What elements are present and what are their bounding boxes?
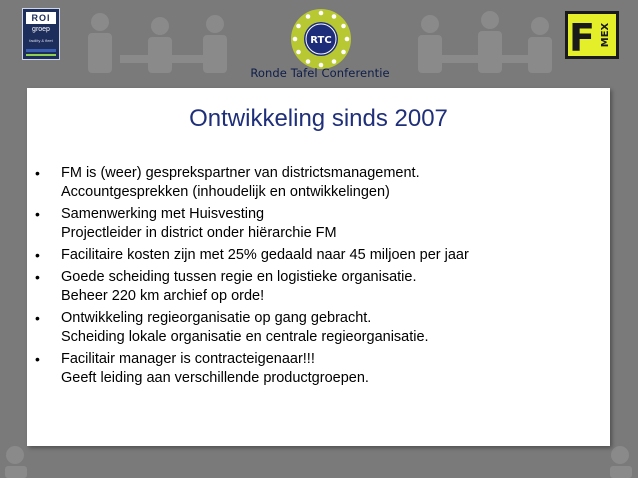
fmex-logo-sub: MEX: [600, 22, 611, 48]
slide-header: [0, 0, 638, 88]
bullet-dot: •: [35, 351, 40, 367]
bullet-line: Accountgesprekken (inhoudelijk en ontwikkelingen): [61, 184, 390, 200]
fmex-logo-letter: F: [569, 16, 595, 59]
slide-content-panel: [27, 88, 610, 446]
rtc-logo-text: RTC: [310, 35, 332, 46]
bullet-dot: •: [35, 247, 40, 263]
bullet-item: [35, 268, 605, 306]
bullet-line: Goede scheiding tussen regie en logistieke organisatie.: [61, 269, 417, 285]
bullet-line: Facilitair manager is contracteigenaar!!!: [61, 351, 315, 367]
bullet-line: Scheiding lokale organisatie en centrale regieorganisatie.: [61, 329, 429, 345]
roi-logo-word: ROI: [26, 12, 56, 24]
rtc-tagline: Ronde Tafel Conferentie: [250, 66, 390, 80]
bullet-dot: •: [35, 310, 40, 326]
fmex-logo: [565, 11, 619, 59]
slide-title: Ontwikkeling sinds 2007: [189, 105, 448, 132]
bullet-line: FM is (weer) gesprekspartner van districtsmanagement.: [61, 165, 420, 181]
bullet-dot: •: [35, 206, 40, 222]
bullet-line: Beheer 220 km archief op orde!: [61, 288, 265, 304]
bullet-line: Facilitaire kosten zijn met 25% gedaald naar 45 miljoen per jaar: [61, 247, 469, 263]
bullet-line: Projectleider in district onder hiërarchie FM: [61, 225, 337, 241]
bullet-dot: •: [35, 165, 40, 181]
roi-groep-logo: [22, 8, 60, 60]
bullet-line: Samenwerking met Huisvesting: [61, 206, 265, 222]
bullet-item: [35, 350, 605, 388]
bullet-dot: •: [35, 269, 40, 285]
bullet-item: [35, 309, 605, 347]
bullet-line: Ontwikkeling regieorganisatie op gang gebracht.: [61, 310, 372, 326]
roi-logo-bar-green: [26, 54, 56, 56]
bullet-item: [35, 164, 605, 202]
rtc-logo: [290, 8, 352, 70]
roi-logo-sub: groep: [32, 26, 50, 33]
roi-logo-small: facility & fleet: [29, 38, 53, 43]
bullet-item: [35, 205, 605, 243]
bullet-list: [35, 164, 605, 391]
bullet-line: Geeft leiding aan verschillende productgroepen.: [61, 370, 369, 386]
bullet-item: [35, 246, 605, 265]
roi-logo-bar-blue: [26, 49, 56, 52]
